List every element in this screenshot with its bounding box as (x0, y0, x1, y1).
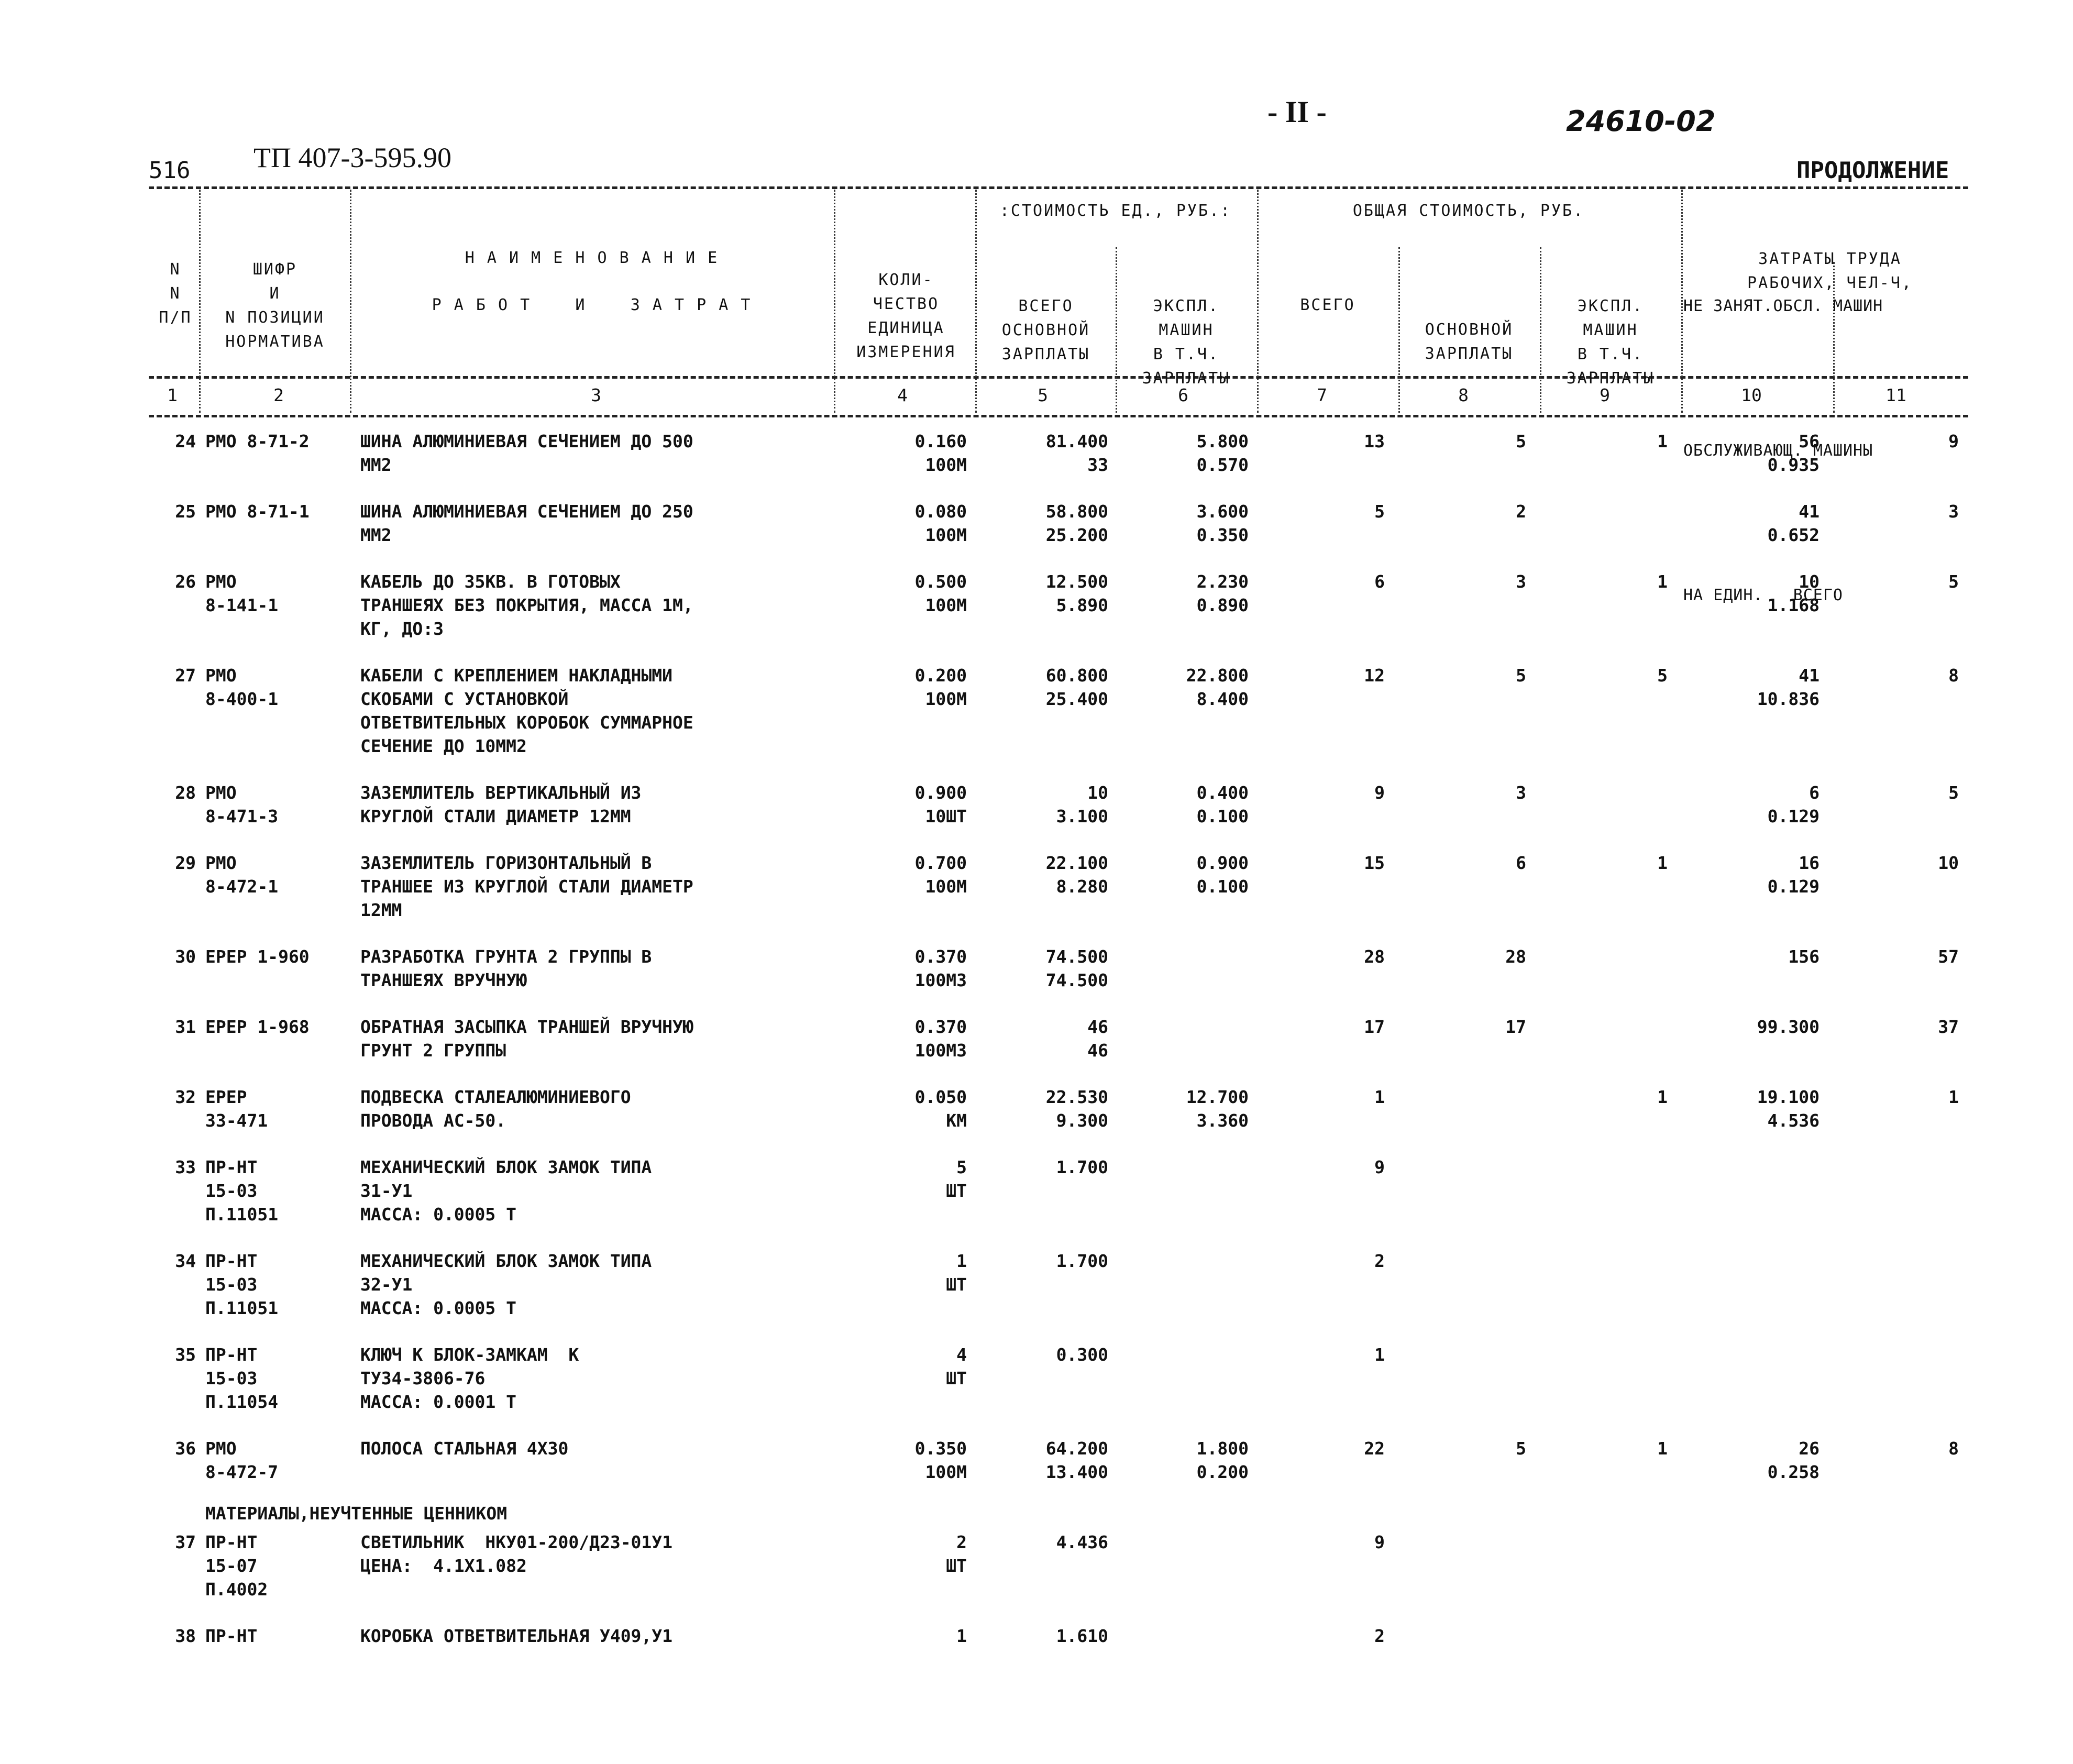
row-name: ЦЕНА: 4.1Х1.082 (360, 1556, 527, 1576)
row-labor-total: 57 (1938, 946, 1959, 967)
row-name: ЗАЗЕМЛИТЕЛЬ ГОРИЗОНТАЛЬНЫЙ В (360, 853, 652, 873)
row-qty: 0.700 (914, 853, 967, 873)
row-code: ПР-НТ (205, 1532, 258, 1552)
row-code: 8-400-1 (205, 689, 279, 709)
row-labor-unit: 0.935 (1767, 455, 1820, 475)
row-labor-unit: 56 (1799, 431, 1820, 451)
row-total: 15 (1364, 853, 1385, 873)
row-code: ЕРЕР 1-960 (205, 946, 310, 967)
row-qty: КМ (946, 1110, 967, 1131)
row-name: СЕЧЕНИЕ ДО 10ММ2 (360, 736, 527, 756)
row-qty: 2 (956, 1532, 967, 1552)
row-number: 31 (175, 1017, 196, 1037)
row-code: РМО 8-71-1 (205, 501, 310, 522)
row-name: ОБРАТНАЯ ЗАСЫПКА ТРАНШЕЙ ВРУЧНУЮ (360, 1017, 693, 1037)
row-cost-machines: 0.890 (1196, 595, 1249, 615)
hdr-col9: ЭКСПЛ. МАШИН В Т.Ч. ЗАРПЛАТЫ (1566, 297, 1655, 388)
row-code: 15-03 (205, 1274, 258, 1295)
row-labor-unit: 41 (1799, 501, 1820, 522)
row-total: 1 (1374, 1344, 1385, 1365)
column-number: 11 (1885, 385, 1906, 405)
row-labor-total: 8 (1948, 1438, 1959, 1459)
row-code: П.11051 (205, 1298, 279, 1318)
row-number: 32 (175, 1087, 196, 1107)
row-labor-unit: 16 (1799, 853, 1820, 873)
row-cost-total: 64.200 (1045, 1438, 1108, 1459)
page-number: - II - (1267, 95, 1327, 129)
row-qty: 100М3 (914, 1040, 967, 1061)
row-cost-total: 58.800 (1045, 501, 1108, 522)
col-sep (1681, 190, 1683, 413)
hdr-col10-11: НЕ ЗАНЯТ.ОБСЛ. МАШИН ОБСЛУЖИВАЮЩ. МАШИНЫ НА ЕДИН. ВСЕГО (1683, 297, 1883, 604)
row-cost-total: 1.610 (1056, 1626, 1108, 1646)
row-code: П.11054 (205, 1392, 279, 1412)
column-number: 9 (1600, 385, 1610, 405)
row-labor-unit: 41 (1799, 665, 1820, 686)
row-number: 24 (175, 431, 196, 451)
row-machines: 1 (1657, 571, 1668, 592)
row-code: 8-471-3 (205, 806, 279, 826)
row-cost-machines: 3.600 (1196, 501, 1249, 522)
row-cost-machines: 0.570 (1196, 455, 1249, 475)
row-cost-total: 74.500 (1045, 970, 1108, 990)
row-cost-machines: 3.360 (1196, 1110, 1249, 1131)
row-cost-machines: 2.230 (1196, 571, 1249, 592)
row-number: 26 (175, 571, 196, 592)
row-labor-unit: 1.168 (1767, 595, 1820, 615)
row-salary: 3 (1516, 571, 1526, 592)
row-cost-machines: 5.800 (1196, 431, 1249, 451)
row-salary: 5 (1516, 665, 1526, 686)
row-cost-machines: 1.800 (1196, 1438, 1249, 1459)
row-name: ТРАНШЕЕ ИЗ КРУГЛОЙ СТАЛИ ДИАМЕТР (360, 876, 693, 897)
row-qty: ШТ (946, 1556, 967, 1576)
row-total: 9 (1374, 1157, 1385, 1177)
row-qty: ШТ (946, 1368, 967, 1388)
row-name: МАССА: 0.0005 Т (360, 1204, 517, 1225)
row-total: 9 (1374, 782, 1385, 803)
row-cost-total: 1.700 (1056, 1157, 1108, 1177)
column-number: 6 (1178, 385, 1188, 405)
row-number: 37 (175, 1532, 196, 1552)
row-cost-machines: 0.900 (1196, 853, 1249, 873)
row-code: РМО (205, 665, 237, 686)
row-labor-unit: 6 (1809, 782, 1820, 803)
row-labor-unit: 0.129 (1767, 876, 1820, 897)
row-qty: 5 (956, 1157, 967, 1177)
row-total: 17 (1364, 1017, 1385, 1037)
row-labor-unit: 10.836 (1757, 689, 1820, 709)
row-name: КОРОБКА ОТВЕТВИТЕЛЬНАЯ У409,У1 (360, 1626, 673, 1646)
stamp-number: 24610-02 (1566, 105, 1716, 138)
row-labor-total: 9 (1948, 431, 1959, 451)
row-cost-total: 10 (1087, 782, 1108, 803)
row-code: РМО (205, 1438, 237, 1459)
hdr-col2: ШИФР И N ПОЗИЦИИ НОРМАТИВА (225, 260, 325, 351)
hdr-rabot: Р А Б О Т И З А Т Р А Т (432, 296, 752, 314)
row-number: 27 (175, 665, 196, 686)
col-sep (834, 190, 835, 413)
row-labor-unit: 99.300 (1757, 1017, 1820, 1037)
row-qty: 0.370 (914, 946, 967, 967)
row-code: 8-472-1 (205, 876, 279, 897)
row-code: 15-03 (205, 1368, 258, 1388)
row-salary: 5 (1516, 1438, 1526, 1459)
column-number: 4 (897, 385, 908, 405)
row-cost-machines: 8.400 (1196, 689, 1249, 709)
row-name: СКОБАМИ С УСТАНОВКОЙ (360, 689, 569, 709)
row-name: ШИНА АЛЮМИНИЕВАЯ СЕЧЕНИЕМ ДО 500 (360, 431, 693, 451)
hdr-col4: КОЛИ- ЧЕСТВО ЕДИНИЦА ИЗМЕРЕНИЯ (856, 271, 956, 361)
row-code: РМО (205, 782, 237, 803)
row-code: 15-07 (205, 1556, 258, 1576)
row-qty: 100М3 (914, 970, 967, 990)
row-labor-unit: 0.652 (1767, 525, 1820, 545)
row-qty: 100М (925, 1462, 967, 1482)
row-cost-total: 12.500 (1045, 571, 1108, 592)
col-sep (350, 190, 351, 413)
row-qty: 0.370 (914, 1017, 967, 1037)
row-number: 34 (175, 1251, 196, 1271)
row-salary: 6 (1516, 853, 1526, 873)
row-code: 8-141-1 (205, 595, 279, 615)
document-code: ТП 407-3-595.90 (253, 142, 451, 173)
row-code: РМО 8-71-2 (205, 431, 310, 451)
row-number: 35 (175, 1344, 196, 1365)
row-name: МАССА: 0.0005 Т (360, 1298, 517, 1318)
row-number: 28 (175, 782, 196, 803)
hdr-col6: ЭКСПЛ. МАШИН В Т.Ч. ЗАРПЛАТЫ (1142, 297, 1231, 388)
row-cost-total: 4.436 (1056, 1532, 1108, 1552)
row-machines: 1 (1657, 853, 1668, 873)
row-labor-unit: 10 (1799, 571, 1820, 592)
row-machines: 1 (1657, 431, 1668, 451)
hdr-col7: ВСЕГО (1300, 296, 1355, 314)
row-qty: 1 (956, 1251, 967, 1271)
row-labor-unit: 4.536 (1767, 1110, 1820, 1131)
row-name: КРУГЛОЙ СТАЛИ ДИАМЕТР 12ММ (360, 806, 631, 826)
row-qty: 0.350 (914, 1438, 967, 1459)
row-code: ПР-НТ (205, 1626, 258, 1646)
row-total: 2 (1374, 1626, 1385, 1646)
row-salary: 28 (1505, 946, 1526, 967)
hdr-stoimost: :СТОИМОСТЬ ЕД., РУБ.: (999, 202, 1232, 220)
row-code: П.11051 (205, 1204, 279, 1225)
row-qty: 0.080 (914, 501, 967, 522)
row-labor-unit: 26 (1799, 1438, 1820, 1459)
row-cost-total: 1.700 (1056, 1251, 1108, 1271)
row-qty: 1 (956, 1626, 967, 1646)
row-labor-total: 5 (1948, 571, 1959, 592)
row-machines: 1 (1657, 1438, 1668, 1459)
row-total: 5 (1374, 501, 1385, 522)
row-number: 25 (175, 501, 196, 522)
hdr-col5: ВСЕГО ОСНОВНОЙ ЗАРПЛАТЫ (1001, 297, 1090, 363)
row-name: ТУ34-3806-76 (360, 1368, 486, 1388)
row-labor-total: 10 (1938, 853, 1959, 873)
sheet-label: 516 (149, 157, 191, 184)
row-code: П.4002 (205, 1579, 268, 1600)
row-number: 33 (175, 1157, 196, 1177)
row-code: 8-472-7 (205, 1462, 279, 1482)
row-name: ММ2 (360, 525, 392, 545)
row-salary: 2 (1516, 501, 1526, 522)
row-number: 36 (175, 1438, 196, 1459)
row-labor-total: 1 (1948, 1087, 1959, 1107)
row-code: РМО (205, 571, 237, 592)
row-code: ЕРЕР 1-968 (205, 1017, 310, 1037)
row-code: ПР-НТ (205, 1157, 258, 1177)
row-labor-unit: 0.129 (1767, 806, 1820, 826)
row-total: 2 (1374, 1251, 1385, 1271)
row-cost-total: 33 (1087, 455, 1108, 475)
row-cost-total: 22.100 (1045, 853, 1108, 873)
row-cost-total: 46 (1087, 1017, 1108, 1037)
row-salary: 5 (1516, 431, 1526, 451)
row-code: ПР-НТ (205, 1344, 258, 1365)
row-name: ГРУНТ 2 ГРУППЫ (360, 1040, 506, 1061)
row-total: 1 (1374, 1087, 1385, 1107)
row-qty: 100М (925, 455, 967, 475)
row-qty: 0.160 (914, 431, 967, 451)
row-cost-total: 0.300 (1056, 1344, 1108, 1365)
col-sep (199, 190, 201, 413)
row-cost-total: 9.300 (1056, 1110, 1108, 1131)
col-sep (1398, 247, 1400, 413)
row-name: ШИНА АЛЮМИНИЕВАЯ СЕЧЕНИЕМ ДО 250 (360, 501, 693, 522)
row-name: КЛЮЧ К БЛОК-ЗАМКАМ К (360, 1344, 579, 1365)
row-name: ММ2 (360, 455, 392, 475)
row-cost-total: 60.800 (1045, 665, 1108, 686)
row-labor-total: 5 (1948, 782, 1959, 803)
row-name: КАБЕЛИ С КРЕПЛЕНИЕМ НАКЛАДНЫМИ (360, 665, 673, 686)
row-name: СВЕТИЛЬНИК НКУ01-200/Д23-01У1 (360, 1532, 673, 1552)
row-name: 32-У1 (360, 1274, 413, 1295)
row-total: 28 (1364, 946, 1385, 967)
column-number: 8 (1458, 385, 1469, 405)
row-cost-machines: 0.200 (1196, 1462, 1249, 1482)
row-name: МЕХАНИЧЕСКИЙ БЛОК ЗАМОК ТИПА (360, 1157, 652, 1177)
row-qty: 100М (925, 525, 967, 545)
row-code: ПР-НТ (205, 1251, 258, 1271)
continuation-label: ПРОДОЛЖЕНИЕ (1796, 157, 1949, 184)
hdr-obshaya: ОБЩАЯ СТОИМОСТЬ, РУБ. (1352, 202, 1585, 220)
row-labor-total: 37 (1938, 1017, 1959, 1037)
row-code: 33-471 (205, 1110, 268, 1131)
row-cost-total: 74.500 (1045, 946, 1108, 967)
hdr-col8: ОСНОВНОЙ ЗАРПЛАТЫ (1425, 321, 1514, 363)
hdr-col1: N N П/П (159, 260, 192, 327)
row-code: 15-03 (205, 1181, 258, 1201)
hdr-zatraty: ЗАТРАТЫ ТРУДА РАБОЧИХ, ЧЕЛ-Ч, (1747, 250, 1913, 292)
row-cost-total: 25.400 (1045, 689, 1108, 709)
column-number: 5 (1038, 385, 1048, 405)
row-qty: ШТ (946, 1181, 967, 1201)
row-total: 22 (1364, 1438, 1385, 1459)
row-name: ТРАНШЕЯХ ВРУЧНУЮ (360, 970, 527, 990)
column-number: 10 (1741, 385, 1762, 405)
row-qty: 0.900 (914, 782, 967, 803)
row-name: ОТВЕТВИТЕЛЬНЫХ КОРОБОК СУММАРНОЕ (360, 712, 693, 733)
row-name: КАБЕЛЬ ДО 35КВ. В ГОТОВЫХ (360, 571, 621, 592)
column-number: 1 (167, 385, 178, 405)
row-cost-total: 5.890 (1056, 595, 1108, 615)
hdr-naimenovanie: Н А И М Е Н О В А Н И Е (465, 249, 719, 267)
row-cost-total: 25.200 (1045, 525, 1108, 545)
row-cost-total: 81.400 (1045, 431, 1108, 451)
row-cost-machines: 0.400 (1196, 782, 1249, 803)
row-name: МЕХАНИЧЕСКИЙ БЛОК ЗАМОК ТИПА (360, 1251, 652, 1271)
row-qty: 0.200 (914, 665, 967, 686)
row-code: РМО (205, 853, 237, 873)
row-cost-machines: 22.800 (1186, 665, 1249, 686)
row-total: 13 (1364, 431, 1385, 451)
row-name: РАЗРАБОТКА ГРУНТА 2 ГРУППЫ В (360, 946, 652, 967)
row-cost-total: 22.530 (1045, 1087, 1108, 1107)
header-top-rule (149, 186, 1968, 189)
column-number: 2 (273, 385, 284, 405)
row-name: ПОДВЕСКА СТАЛЕАЛЮМИНИЕВОГО (360, 1087, 631, 1107)
column-number: 3 (591, 385, 601, 405)
row-labor-unit: 19.100 (1757, 1087, 1820, 1107)
row-name: ЗАЗЕМЛИТЕЛЬ ВЕРТИКАЛЬНЫЙ ИЗ (360, 782, 642, 803)
row-number: 29 (175, 853, 196, 873)
row-code: ЕРЕР (205, 1087, 247, 1107)
row-salary: 17 (1505, 1017, 1526, 1037)
row-cost-machines: 12.700 (1186, 1087, 1249, 1107)
row-labor-total: 8 (1948, 665, 1959, 686)
row-name: МАССА: 0.0001 Т (360, 1392, 517, 1412)
row-total: 9 (1374, 1532, 1385, 1552)
row-cost-machines: 0.350 (1196, 525, 1249, 545)
row-cost-machines: 0.100 (1196, 806, 1249, 826)
row-qty: 100М (925, 595, 967, 615)
row-cost-total: 3.100 (1056, 806, 1108, 826)
row-qty: 100М (925, 689, 967, 709)
row-salary: 3 (1516, 782, 1526, 803)
row-total: 12 (1364, 665, 1385, 686)
row-labor-unit: 156 (1788, 946, 1820, 967)
column-number: 7 (1317, 385, 1327, 405)
row-qty: 4 (956, 1344, 967, 1365)
row-qty: 10ШТ (925, 806, 967, 826)
materials-heading: МАТЕРИАЛЫ,НЕУЧТЕННЫЕ ЦЕННИКОМ (205, 1503, 508, 1524)
row-name: ТРАНШЕЯХ БЕЗ ПОКРЫТИЯ, МАССА 1М, (360, 595, 693, 615)
row-labor-unit: 0.258 (1767, 1462, 1820, 1482)
row-qty: 0.050 (914, 1087, 967, 1107)
row-name: 12ММ (360, 900, 402, 920)
row-name: ПОЛОСА СТАЛЬНАЯ 4Х30 (360, 1438, 569, 1459)
row-name: КГ, ДО:3 (360, 619, 444, 639)
row-name: 31-У1 (360, 1181, 413, 1201)
col-sep (1540, 247, 1541, 413)
row-qty: 0.500 (914, 571, 967, 592)
col-sep (1257, 190, 1259, 413)
row-machines: 5 (1657, 665, 1668, 686)
row-labor-total: 3 (1948, 501, 1959, 522)
row-cost-machines: 0.100 (1196, 876, 1249, 897)
row-total: 6 (1374, 571, 1385, 592)
col-sep (1116, 247, 1117, 413)
row-cost-total: 8.280 (1056, 876, 1108, 897)
row-name: ПРОВОДА АС-50. (360, 1110, 506, 1131)
row-number: 38 (175, 1626, 196, 1646)
row-cost-total: 13.400 (1045, 1462, 1108, 1482)
row-qty: ШТ (946, 1274, 967, 1295)
row-cost-total: 46 (1087, 1040, 1108, 1061)
row-number: 30 (175, 946, 196, 967)
row-qty: 100М (925, 876, 967, 897)
row-machines: 1 (1657, 1087, 1668, 1107)
